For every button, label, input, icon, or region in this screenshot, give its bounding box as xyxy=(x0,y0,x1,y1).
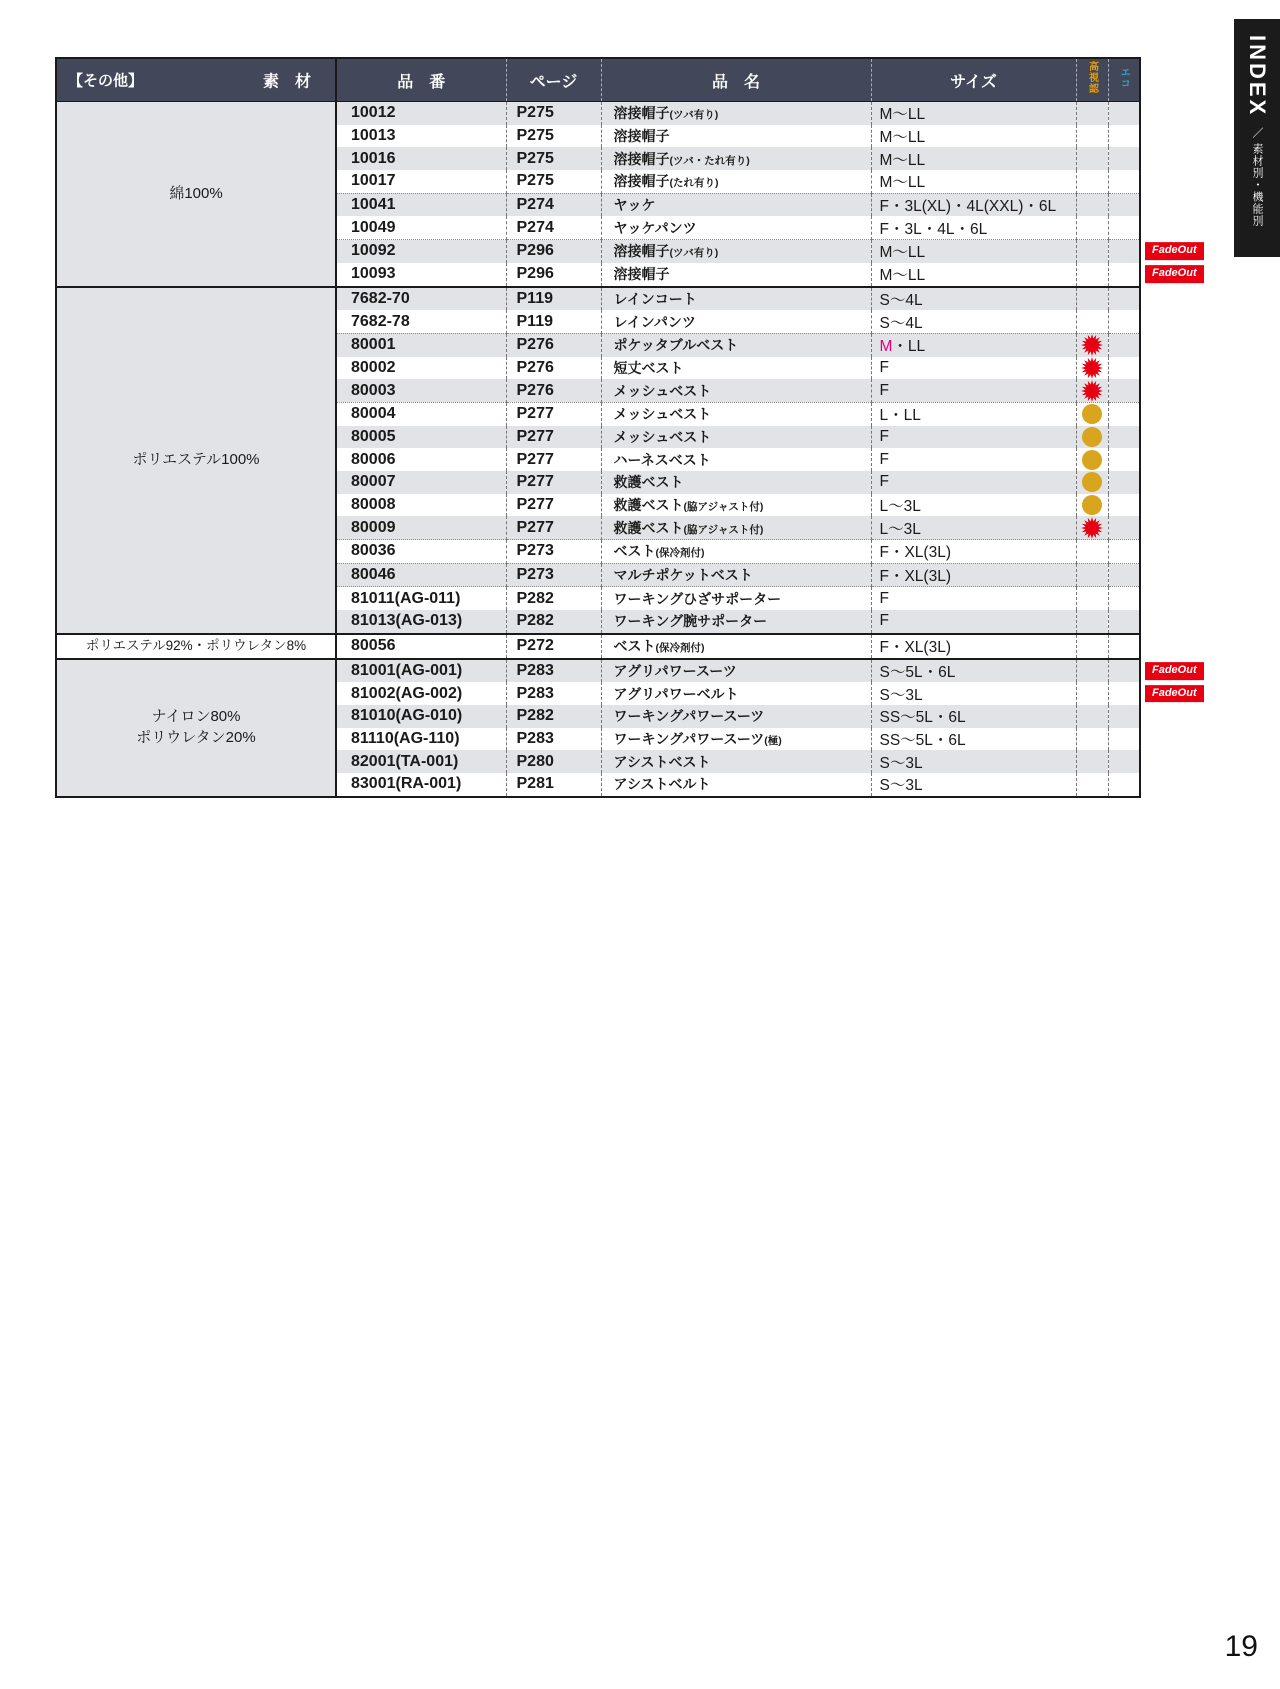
size-cell xyxy=(871,634,1076,659)
page-cell: P282 xyxy=(506,705,601,728)
eco-cell xyxy=(1108,333,1140,356)
eco-cell xyxy=(1108,773,1140,797)
material-label: ポリエステル100% xyxy=(132,451,260,469)
high-visibility-cell xyxy=(1076,102,1108,125)
code-cell: 80007 xyxy=(336,471,506,494)
name-cell xyxy=(601,357,871,380)
name-cell xyxy=(601,310,871,333)
high-visibility-cell xyxy=(1076,147,1108,170)
code-cell: 81013(AG-013) xyxy=(336,610,506,634)
code-column-header: 品 番 xyxy=(336,58,506,102)
high-visibility-cell xyxy=(1076,125,1108,148)
name-cell xyxy=(601,147,871,170)
size-cell xyxy=(871,125,1076,148)
page-cell: P273 xyxy=(506,563,601,587)
material-header-label: 素 材 xyxy=(263,73,312,91)
size-value: F xyxy=(879,589,889,607)
code-cell: 10012 xyxy=(336,102,506,125)
high-visibility-circle-icon xyxy=(1082,450,1102,470)
product-name: マルチポケットベスト xyxy=(613,567,753,584)
size-value: SS〜5L・6L xyxy=(879,731,966,749)
product-name: アグリパワースーツ xyxy=(613,662,737,679)
size-cell xyxy=(871,357,1076,380)
high-visibility-cell xyxy=(1076,728,1108,751)
size-cell xyxy=(871,750,1076,773)
product-name-note: (ツバ有り) xyxy=(669,109,719,122)
size-value: M〜LL xyxy=(879,129,926,147)
eco-cell xyxy=(1108,147,1140,170)
product-name: 溶接帽子 xyxy=(613,150,670,167)
size-value: S〜3L xyxy=(879,754,923,772)
code-cell: 10013 xyxy=(336,125,506,148)
eco-cell xyxy=(1108,402,1140,425)
material-cell xyxy=(56,659,336,797)
size-value: F・XL(3L) xyxy=(879,568,951,586)
name-cell xyxy=(601,193,871,216)
code-cell: 10092 xyxy=(336,240,506,263)
product-name: ワーキングパワースーツ xyxy=(613,708,765,725)
name-cell xyxy=(601,426,871,449)
name-cell xyxy=(601,540,871,564)
eco-cell xyxy=(1108,263,1197,287)
code-cell: 81001(AG-001) xyxy=(336,659,506,683)
eco-cell xyxy=(1108,587,1140,610)
page-cell: P275 xyxy=(506,147,601,170)
name-cell xyxy=(601,216,871,239)
code-cell: 80003 xyxy=(336,379,506,402)
name-cell xyxy=(601,728,871,751)
code-cell: 10041 xyxy=(336,193,506,216)
high-visibility-cell xyxy=(1076,287,1108,311)
product-name: ポケッタブルベスト xyxy=(613,337,739,354)
page-cell: P282 xyxy=(506,610,601,634)
page-cell: P283 xyxy=(506,659,601,683)
size-value: M〜LL xyxy=(879,174,926,192)
name-cell xyxy=(601,471,871,494)
size-cell xyxy=(871,563,1076,587)
size-value: F xyxy=(879,450,889,468)
eco-cell xyxy=(1108,659,1197,683)
page-cell: P119 xyxy=(506,287,601,311)
size-cell xyxy=(871,659,1076,683)
material-label: ポリエステル92%・ポリウレタン8% xyxy=(85,638,307,654)
high-visibility-star-icon xyxy=(1081,517,1103,539)
code-cell: 10016 xyxy=(336,147,506,170)
code-cell: 81110(AG-110) xyxy=(336,728,506,751)
high-visibility-cell xyxy=(1076,634,1108,659)
name-cell xyxy=(601,170,871,193)
code-cell: 83001(RA-001) xyxy=(336,773,506,797)
product-name: レインコート xyxy=(613,290,697,307)
product-name: レインパンツ xyxy=(613,313,696,330)
code-cell: 82001(TA-001) xyxy=(336,750,506,773)
product-name: アグリパワーベルト xyxy=(613,685,739,702)
page-cell: P296 xyxy=(506,240,601,263)
page-cell: P275 xyxy=(506,125,601,148)
size-value: F・XL(3L) xyxy=(879,544,951,562)
eco-cell xyxy=(1108,750,1140,773)
eco-cell xyxy=(1108,102,1140,125)
high-visibility-cell xyxy=(1076,379,1108,402)
page-cell: P274 xyxy=(506,193,601,216)
product-index-table xyxy=(55,57,1197,798)
size-cell xyxy=(871,102,1076,125)
page-cell: P281 xyxy=(506,773,601,797)
product-name: 溶接帽子 xyxy=(613,105,670,122)
page-cell: P283 xyxy=(506,682,601,705)
size-value: L〜3L xyxy=(879,498,921,516)
table-header-row xyxy=(56,58,1140,102)
product-name-note: (保冷剤付) xyxy=(655,642,705,655)
name-column-header: 品 名 xyxy=(601,58,871,102)
name-cell xyxy=(601,494,871,517)
code-cell: 81011(AG-011) xyxy=(336,587,506,610)
table-row xyxy=(56,102,1140,125)
high-visibility-cell xyxy=(1076,426,1108,449)
material-column-header xyxy=(56,58,336,102)
high-visibility-cell xyxy=(1076,682,1108,705)
size-value: L〜3L xyxy=(879,520,921,538)
fadeout-badge: FadeOut xyxy=(1145,243,1204,261)
product-name: 救護ベスト xyxy=(613,474,684,491)
size-value: ・LL xyxy=(892,338,926,356)
eco-cell xyxy=(1108,540,1140,564)
high-visibility-cell xyxy=(1076,170,1108,193)
eco-column-header xyxy=(1108,58,1140,102)
code-cell: 10049 xyxy=(336,216,506,239)
code-cell: 80056 xyxy=(336,634,506,659)
size-column-header: サイズ xyxy=(871,58,1076,102)
material-label: ポリウレタン20% xyxy=(136,728,256,746)
page-cell: P275 xyxy=(506,170,601,193)
size-cell xyxy=(871,587,1076,610)
size-cell xyxy=(871,147,1076,170)
eco-cell xyxy=(1108,193,1140,216)
size-cell xyxy=(871,610,1076,634)
high-visibility-cell xyxy=(1076,705,1108,728)
code-cell: 81002(AG-002) xyxy=(336,682,506,705)
eco-cell xyxy=(1108,705,1140,728)
high-visibility-cell xyxy=(1076,333,1108,356)
high-visibility-star-icon xyxy=(1081,380,1103,402)
product-name-note: (ツバ・たれ有り) xyxy=(669,154,750,167)
product-name: ベスト xyxy=(613,638,656,655)
eco-cell xyxy=(1108,563,1140,587)
fadeout-badge: FadeOut xyxy=(1145,662,1204,680)
material-label: ナイロン80% xyxy=(151,708,241,726)
high-visibility-cell xyxy=(1076,240,1108,263)
name-cell xyxy=(601,402,871,425)
high-visibility-cell xyxy=(1076,516,1108,539)
page-cell: P277 xyxy=(506,516,601,539)
size-value: S〜3L xyxy=(879,686,923,704)
eco-cell xyxy=(1108,216,1140,239)
page-cell: P277 xyxy=(506,494,601,517)
high-visibility-cell xyxy=(1076,540,1108,564)
page-cell: P273 xyxy=(506,540,601,564)
eco-cell xyxy=(1108,448,1140,471)
high-visibility-cell xyxy=(1076,750,1108,773)
high-visibility-cell xyxy=(1076,310,1108,333)
eco-cell xyxy=(1108,125,1140,148)
material-label: 綿100% xyxy=(169,184,223,202)
eco-cell xyxy=(1108,610,1140,634)
name-cell xyxy=(601,634,871,659)
eco-cell xyxy=(1108,287,1140,311)
product-name-note: (保冷剤付) xyxy=(655,547,705,560)
size-value: S〜4L xyxy=(879,314,923,332)
product-name-note: (たれ有り) xyxy=(669,177,719,190)
code-cell: 80001 xyxy=(336,333,506,356)
code-cell: 80002 xyxy=(336,357,506,380)
name-cell xyxy=(601,379,871,402)
product-name: ハーネスベスト xyxy=(613,451,711,468)
page-cell: P277 xyxy=(506,448,601,471)
page-cell: P277 xyxy=(506,471,601,494)
high-visibility-cell xyxy=(1076,494,1108,517)
page-cell: P272 xyxy=(506,634,601,659)
page-column-header: ページ xyxy=(506,58,601,102)
size-cell xyxy=(871,333,1076,356)
size-value: M〜LL xyxy=(879,106,926,124)
page-cell: P274 xyxy=(506,216,601,239)
high-visibility-cell xyxy=(1076,471,1108,494)
name-cell xyxy=(601,610,871,634)
high-visibility-cell xyxy=(1076,263,1108,287)
product-name-note: (脇アジャスト付) xyxy=(683,501,764,514)
size-cell xyxy=(871,516,1076,539)
eco-cell xyxy=(1108,170,1140,193)
page-cell: P282 xyxy=(506,587,601,610)
size-accent: M xyxy=(879,338,893,356)
name-cell xyxy=(601,516,871,539)
size-cell xyxy=(871,379,1076,402)
size-value: M〜LL xyxy=(879,244,926,262)
high-visibility-cell xyxy=(1076,448,1108,471)
name-cell xyxy=(601,587,871,610)
size-cell xyxy=(871,448,1076,471)
other-category-label: 【その他】 xyxy=(68,72,144,90)
page-cell: P296 xyxy=(506,263,601,287)
product-name: ワーキング腕サポーター xyxy=(613,613,768,630)
eco-cell xyxy=(1108,240,1197,263)
product-name: 溶接帽子 xyxy=(613,266,670,283)
name-cell xyxy=(601,659,871,683)
size-cell xyxy=(871,494,1076,517)
eco-cell xyxy=(1108,682,1197,705)
high-visibility-cell xyxy=(1076,773,1108,797)
eco-cell xyxy=(1108,357,1140,380)
high-visibility-star-icon xyxy=(1081,357,1103,379)
high-visibility-cell xyxy=(1076,402,1108,425)
name-cell xyxy=(601,102,871,125)
code-cell: 80009 xyxy=(336,516,506,539)
high-visibility-circle-icon xyxy=(1082,404,1102,424)
size-value: F・3L・4L・6L xyxy=(879,220,988,238)
product-name: 救護ベスト xyxy=(613,519,684,536)
size-cell xyxy=(871,263,1076,287)
index-tab-title: INDEX xyxy=(1245,35,1270,118)
page-cell: P283 xyxy=(506,728,601,751)
product-name: ヤッケ xyxy=(613,197,656,214)
table-row xyxy=(56,659,1140,683)
eco-cell xyxy=(1108,634,1140,659)
high-visibility-cell xyxy=(1076,193,1108,216)
size-value: S〜4L xyxy=(879,291,923,309)
table-row xyxy=(56,634,1140,659)
size-cell xyxy=(871,310,1076,333)
name-cell xyxy=(601,563,871,587)
name-cell xyxy=(601,240,871,263)
product-name: 短丈ベスト xyxy=(613,359,684,376)
eco-cell xyxy=(1108,494,1140,517)
product-name: 溶接帽子 xyxy=(613,173,670,190)
name-cell xyxy=(601,263,871,287)
high-visibility-cell xyxy=(1076,216,1108,239)
product-name: 溶接帽子 xyxy=(613,243,670,260)
size-cell xyxy=(871,170,1076,193)
size-value: M〜LL xyxy=(879,267,926,285)
material-cell xyxy=(56,634,336,659)
product-name: メッシュベスト xyxy=(613,406,712,423)
size-cell xyxy=(871,240,1076,263)
name-cell xyxy=(601,125,871,148)
high-visibility-cell xyxy=(1076,563,1108,587)
name-cell xyxy=(601,705,871,728)
index-side-tab xyxy=(1234,19,1280,257)
size-cell xyxy=(871,426,1076,449)
size-cell xyxy=(871,773,1076,797)
name-cell xyxy=(601,287,871,311)
product-name: ベスト xyxy=(613,543,656,560)
size-value: F・3L(XL)・4L(XXL)・6L xyxy=(879,198,1057,216)
page-cell: P276 xyxy=(506,333,601,356)
high-visibility-circle-icon xyxy=(1082,472,1102,492)
page-cell: P277 xyxy=(506,426,601,449)
fadeout-badge: FadeOut xyxy=(1145,265,1204,283)
fadeout-badge: FadeOut xyxy=(1145,685,1204,703)
high-visibility-cell xyxy=(1076,659,1108,683)
eco-cell xyxy=(1108,426,1140,449)
size-cell xyxy=(871,471,1076,494)
code-cell: 80005 xyxy=(336,426,506,449)
eco-cell xyxy=(1108,728,1140,751)
size-value: S〜3L xyxy=(879,777,923,795)
code-cell: 80008 xyxy=(336,494,506,517)
eco-cell xyxy=(1108,471,1140,494)
eco-header-label: エコ xyxy=(1118,66,1130,89)
page-cell: P280 xyxy=(506,750,601,773)
eco-cell xyxy=(1108,379,1140,402)
size-value: S〜5L・6L xyxy=(879,663,956,681)
product-name: 救護ベスト xyxy=(613,497,684,514)
size-value: L・LL xyxy=(879,407,921,425)
size-cell xyxy=(871,193,1076,216)
product-name: メッシュベスト xyxy=(613,382,712,399)
page-cell: P275 xyxy=(506,102,601,125)
page-cell: P277 xyxy=(506,402,601,425)
size-cell xyxy=(871,216,1076,239)
product-name-note: (脇アジャスト付) xyxy=(683,523,764,536)
high-visibility-cell xyxy=(1076,587,1108,610)
product-name: アシストベルト xyxy=(613,776,711,793)
eco-cell xyxy=(1108,516,1140,539)
code-cell: 81010(AG-010) xyxy=(336,705,506,728)
size-cell xyxy=(871,402,1076,425)
high-visibility-circle-icon xyxy=(1082,427,1102,447)
page-cell: P119 xyxy=(506,310,601,333)
name-cell xyxy=(601,682,871,705)
product-name: ワーキングひざサポーター xyxy=(613,590,782,607)
size-cell xyxy=(871,705,1076,728)
table-row xyxy=(56,287,1140,311)
product-name-note: (ツバ有り) xyxy=(669,247,719,260)
code-cell: 7682-78 xyxy=(336,310,506,333)
high-visibility-header-label: 高視認 xyxy=(1086,61,1098,94)
code-cell: 80046 xyxy=(336,563,506,587)
code-cell: 10017 xyxy=(336,170,506,193)
size-value: F・XL(3L) xyxy=(879,639,951,657)
product-name: 溶接帽子 xyxy=(613,128,670,145)
code-cell: 80036 xyxy=(336,540,506,564)
high-visibility-circle-icon xyxy=(1082,495,1102,515)
high-visibility-column-header xyxy=(1076,58,1108,102)
high-visibility-cell xyxy=(1076,610,1108,634)
high-visibility-star-icon xyxy=(1081,334,1103,356)
code-cell: 10093 xyxy=(336,263,506,287)
name-cell xyxy=(601,333,871,356)
size-value: F xyxy=(879,427,889,445)
material-cell xyxy=(56,102,336,287)
name-cell xyxy=(601,750,871,773)
size-value: M〜LL xyxy=(879,151,926,169)
page-number: 19 xyxy=(1224,1630,1258,1663)
page-cell: P276 xyxy=(506,379,601,402)
size-cell xyxy=(871,287,1076,311)
size-value: F xyxy=(879,358,889,376)
product-name: メッシュベスト xyxy=(613,428,712,445)
size-value: F xyxy=(879,381,889,399)
size-cell xyxy=(871,728,1076,751)
high-visibility-cell xyxy=(1076,357,1108,380)
page-cell: P276 xyxy=(506,357,601,380)
material-cell xyxy=(56,287,336,634)
size-value: F xyxy=(879,612,889,630)
size-cell xyxy=(871,682,1076,705)
name-cell xyxy=(601,448,871,471)
size-cell xyxy=(871,540,1076,564)
size-value: SS〜5L・6L xyxy=(879,709,966,727)
name-cell xyxy=(601,773,871,797)
size-value: F xyxy=(879,473,889,491)
eco-cell xyxy=(1108,310,1140,333)
code-cell: 7682-70 xyxy=(336,287,506,311)
index-tab-subtitle: ／ 素材別・機能別 xyxy=(1251,127,1263,228)
product-name-note: (極) xyxy=(764,734,782,747)
code-cell: 80006 xyxy=(336,448,506,471)
code-cell: 80004 xyxy=(336,402,506,425)
product-name: ワーキングパワースーツ xyxy=(613,730,765,747)
product-name: ヤッケパンツ xyxy=(613,219,697,236)
product-name: アシストベスト xyxy=(613,753,711,770)
